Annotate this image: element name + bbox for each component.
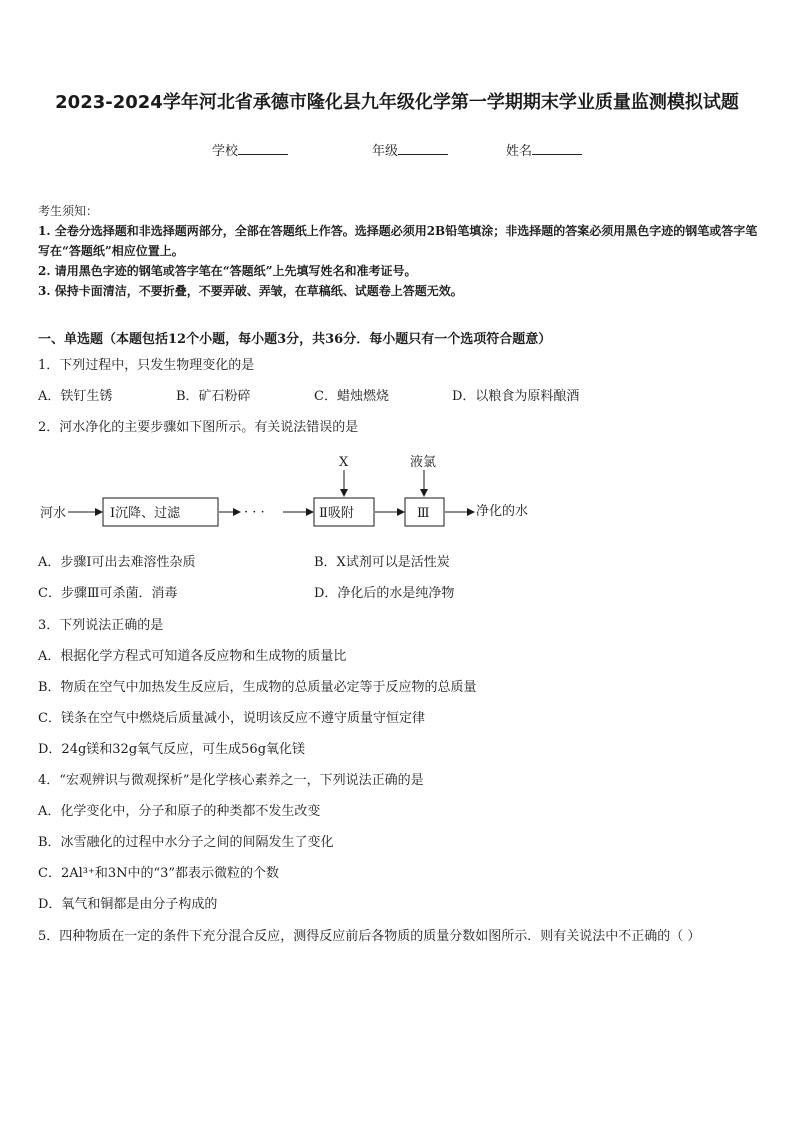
q4-option-c[interactable]: C．2Al³⁺和3N中的“3”都表示微粒的个数 bbox=[38, 866, 280, 881]
name-field bbox=[506, 140, 582, 159]
q3-stem: 3．下列说法正确的是 bbox=[38, 618, 164, 633]
q3-option-b[interactable]: B．物质在空气中加热发生反应后，生成物的总质量必定等于反应物的总质量 bbox=[38, 680, 477, 695]
name-label: 姓名 bbox=[506, 144, 533, 159]
q2-option-a[interactable]: A．步骤Ⅰ可出去难溶性杂质 bbox=[38, 555, 196, 570]
q3-option-d[interactable]: D．24g镁和32g氧气反应，可生成56g氧化镁 bbox=[38, 742, 306, 757]
q1-stem: 1．下列过程中，只发生物理变化的是 bbox=[38, 358, 255, 373]
q2-option-c[interactable]: C．步骤Ⅲ可杀菌．消毒 bbox=[38, 586, 178, 601]
q4-stem: 4．“宏观辨识与微观探析”是化学核心素养之一，下列说法正确的是 bbox=[38, 773, 424, 788]
school-blank[interactable] bbox=[238, 141, 288, 155]
grade-label: 年级 bbox=[372, 144, 399, 159]
diagram-reagent-x: X bbox=[339, 455, 349, 470]
q4-option-d[interactable]: D．氧气和铜都是由分子构成的 bbox=[38, 897, 218, 912]
notice-block bbox=[38, 201, 758, 301]
diagram-output-label: 净化的水 bbox=[476, 504, 529, 519]
q1-option-d[interactable]: D．以粮食为原料酿酒 bbox=[452, 389, 580, 404]
q2-option-b[interactable]: B．X试剂可以是活性炭 bbox=[314, 555, 450, 570]
q1-option-c[interactable]: C．蜡烛燃烧 bbox=[314, 389, 389, 404]
q4-option-b[interactable]: B．冰雪融化的过程中水分子之间的间隔发生了变化 bbox=[38, 835, 334, 850]
section-heading: 一、单选题（本题包括12个小题，每小题3分，共36分．每小题只有一个选项符合题意） bbox=[38, 332, 552, 347]
notice-item-3: 3. 保持卡面清洁，不要折叠，不要弄破、弄皱，在草稿纸、试题卷上答题无效。 bbox=[38, 284, 463, 298]
diagram-input-label: 河水 bbox=[40, 506, 67, 521]
water-purification-diagram bbox=[0, 446, 794, 542]
q4-option-a[interactable]: A．化学变化中，分子和原子的种类都不发生改变 bbox=[38, 804, 321, 819]
q2-stem: 2．河水净化的主要步骤如下图所示。有关说法错误的是 bbox=[38, 420, 359, 435]
diagram-step2-label: Ⅱ吸附 bbox=[319, 506, 354, 521]
name-blank[interactable] bbox=[532, 141, 582, 155]
school-field bbox=[212, 140, 288, 159]
q3-option-c[interactable]: C．镁条在空气中燃烧后质量减小，说明该反应不遵守质量守恒定律 bbox=[38, 711, 425, 726]
notice-item-2: 2. 请用黑色字迹的钢笔或答字笔在“答题纸”上先填写姓名和准考证号。 bbox=[38, 264, 417, 278]
diagram-step1-label: Ⅰ沉降、过滤 bbox=[110, 506, 181, 521]
q2-option-d[interactable]: D．净化后的水是纯净物 bbox=[314, 586, 455, 601]
school-label: 学校 bbox=[212, 144, 239, 159]
notice-item-1: 1. 全卷分选择题和非选择题两部分，全部在答题纸上作答。选择题必须用2B铅笔填涂；非选择题的答案必须用黑色字迹的钢笔或答字笔写在“答题纸”相应位置上。 bbox=[38, 224, 758, 258]
diagram-reagent-chlorine: 液氯 bbox=[410, 455, 437, 470]
diagram-step3-label: Ⅲ bbox=[417, 506, 430, 521]
q1-option-a[interactable]: A．铁钉生锈 bbox=[38, 389, 113, 404]
q1-option-b[interactable]: B．矿石粉碎 bbox=[176, 389, 251, 404]
q5-stem: 5．四种物质在一定的条件下充分混合反应，测得反应前后各物质的质量分数如图所示．则有关说法中不正确的（ ） bbox=[38, 929, 701, 944]
exam-title: 2023-2024学年河北省承德市隆化县九年级化学第一学期期末学业质量监测模拟试题 bbox=[55, 92, 739, 113]
diagram-dots: · · · bbox=[244, 505, 265, 520]
notice-heading: 考生须知： bbox=[38, 204, 99, 218]
grade-field bbox=[372, 140, 448, 159]
q3-option-a[interactable]: A．根据化学方程式可知道各反应物和生成物的质量比 bbox=[38, 649, 347, 664]
grade-blank[interactable] bbox=[398, 141, 448, 155]
